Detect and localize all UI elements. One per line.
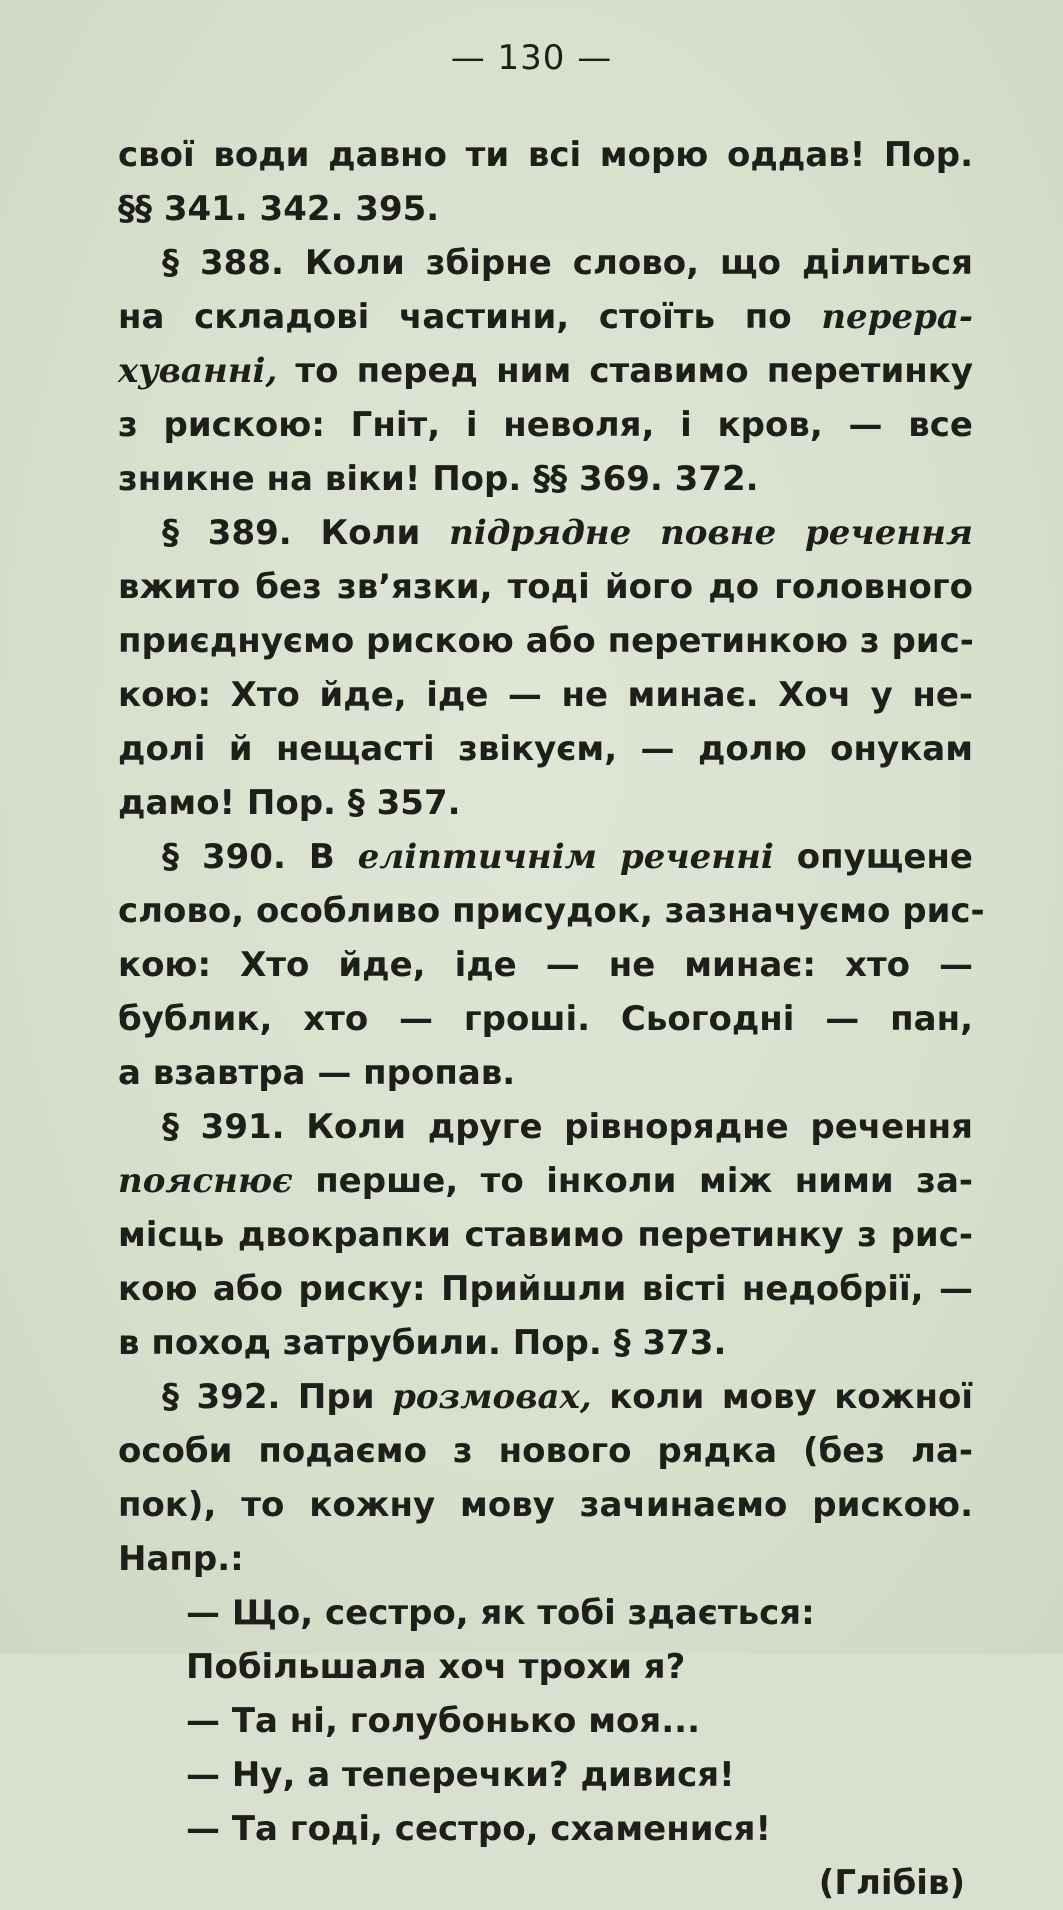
text-line: долі й нещасті звікуєм, — долю онукам [118, 729, 973, 769]
emphasized-term: еліптичнім реченні [357, 837, 774, 877]
emphasized-term: хуванні, [118, 351, 278, 391]
text-line: а взавтра — пропав. [118, 1053, 516, 1093]
verse-line: — Та ні, голубонько моя... [186, 1701, 700, 1741]
text-line: слово, особливо присудок, зазначуємо рис- [118, 891, 985, 931]
text-line: кою: Хто йде, іде — не минає: хто — [118, 945, 973, 985]
verse-line: Побільшала хоч трохи я? [186, 1647, 686, 1687]
body-text [118, 128, 985, 1910]
line-text: § 388. Коли збірне слово, що ділиться [162, 243, 973, 283]
paragraph-392-line [118, 1370, 973, 1424]
text-line: дамо! Пор. § 357. [118, 783, 461, 823]
text-line: місць двокрапки ставимо перетинку з рис- [118, 1215, 973, 1255]
line-text: коли мову кожної [591, 1377, 973, 1417]
text-line: кою: Хто йде, іде — не минає. Хоч у не- [118, 675, 973, 715]
text-line: свої води давно ти всі морю оддав! Пор. [118, 135, 973, 175]
text-line: пок), то кожну мову зачинаємо рискою. [118, 1485, 973, 1525]
line-text: § 389. Коли [162, 513, 450, 553]
paragraph-391-line: § 391. Коли друге рівнорядне речення [162, 1107, 973, 1147]
author-attribution: (Глібів) [818, 1863, 965, 1903]
verse-line: — Та годі, сестро, схаменися! [186, 1809, 772, 1849]
verse-line: — Що, сестро, як тобі здається: [186, 1593, 815, 1633]
paragraph-388-line [118, 236, 973, 290]
emphasized-term: розмовах, [392, 1377, 592, 1417]
text-line: в поход затрубили. Пор. § 373. [118, 1323, 727, 1363]
verse-line: — Ну, а теперечки? дивися! [186, 1755, 735, 1795]
line-text: опущене [773, 837, 973, 877]
text-line [118, 290, 973, 344]
emphasized-term: підрядне повне речення [449, 513, 973, 553]
text-line: §§ 341. 342. 395. [118, 189, 440, 229]
text-line: особи подаємо з нового рядка (без ла- [118, 1431, 973, 1471]
text-line: бублик, хто — гроші. Сьогодні — пан, [118, 999, 973, 1039]
text-line: вжито без зв’язки, тоді його до головного [118, 567, 973, 607]
emphasized-term: пояснює [118, 1161, 293, 1201]
line-text: § 392. При [162, 1377, 393, 1417]
text-line: Напр.: [118, 1539, 244, 1579]
line-text: перше, то інколи між ними за- [292, 1161, 973, 1201]
paragraph-390-line [118, 830, 973, 884]
emphasized-term: перера- [821, 297, 973, 337]
text-line: зникне на віки! Пор. §§ 369. 372. [118, 459, 759, 499]
page-number: — 130 — [450, 38, 613, 78]
paragraph-389-line [118, 506, 973, 560]
line-text: то перед ним ставимо перетинку [277, 351, 973, 391]
line-text: § 390. В [162, 837, 358, 877]
text-line: кою або риску: Прийшли вісті недобрії, — [118, 1269, 973, 1309]
text-line: з рискою: Гніт, і неволя, і кров, — все [118, 405, 973, 445]
text-line: приєднуємо рискою або перетинкою з рис- [118, 621, 974, 661]
text-line [118, 344, 973, 398]
text-line [118, 1154, 973, 1208]
line-text: на складові частини, стоїть по [118, 297, 822, 337]
